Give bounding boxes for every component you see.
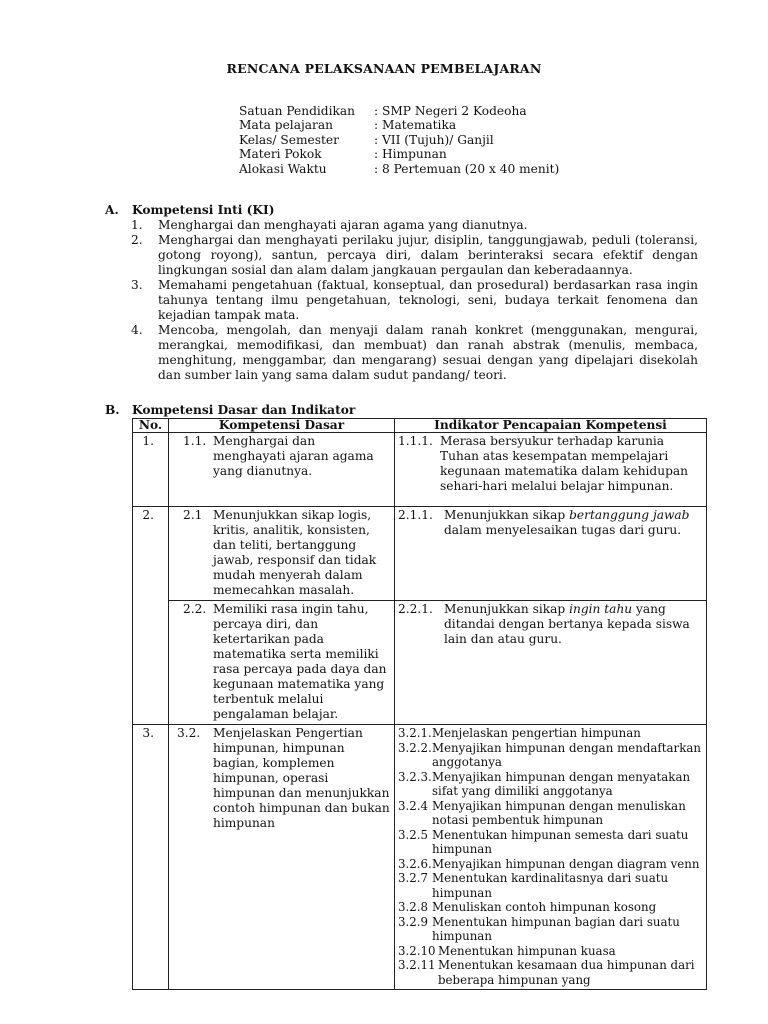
indicator-number: 1.1.1. bbox=[398, 434, 433, 448]
kd-cell bbox=[169, 433, 395, 507]
meta-value: : 8 Pertemuan (20 x 40 menit) bbox=[374, 161, 560, 176]
meta-label: Kelas/ Semester bbox=[239, 132, 339, 147]
kd-number: 2.2. bbox=[183, 602, 207, 616]
indicator-text: Menentukan himpunan semesta dari suatu himpunan bbox=[432, 827, 689, 856]
section-title: Kompetensi Dasar dan Indikator bbox=[132, 403, 356, 417]
indicator-number: 3.2.5 bbox=[398, 827, 429, 842]
header-kompetensi-dasar: Kompetensi Dasar bbox=[169, 419, 395, 433]
ki-text: Menghargai dan menghayati perilaku jujur, disiplin, tanggungjawab, peduli (toleransi, gotong royong), santun, percaya diri, dalam berinteraksi secara efektif dengan lingkungan sosial dan alam dalam jangkauan pergaulan dan keberadaannya. bbox=[158, 233, 698, 277]
indicator-text: Menyajikan himpunan dengan menuliskan notasi pembentuk himpunan bbox=[432, 798, 686, 827]
indicator-number: 3.2.8 bbox=[398, 900, 429, 914]
indicator-number: 3.2.3. bbox=[398, 769, 432, 784]
indicator-item bbox=[398, 857, 703, 872]
kd-text: Memiliki rasa ingin tahu, percaya diri, dan ketertarikan pada matematika serta memiliki rasa percaya pada daya dan kegunaan matematika yang terbentuk melalui pengalaman belajar. bbox=[213, 602, 387, 721]
indicator-text: Menuliskan contoh himpunan kosong bbox=[432, 900, 657, 914]
indicator-number: 3.2.2. bbox=[398, 740, 432, 755]
section-title: Kompetensi Inti (KI) bbox=[132, 203, 275, 217]
kd-text: Menunjukkan sikap logis, kritis, analitik, konsisten, dan teliti, bertanggung jawab, responsif dan tidak mudah menyerah dalam memecahkan masalah. bbox=[213, 508, 377, 597]
ki-text: Memahami pengetahuan (faktual, konseptual, dan prosedural) berdasarkan rasa ingin tahunya tentang ilmu pengetahuan, teknologi, seni, budaya terkait fenomena dan kejadian tampak mata. bbox=[158, 278, 698, 322]
ki-number: 1. bbox=[131, 218, 143, 232]
indicator-item bbox=[398, 741, 703, 770]
ki-item bbox=[131, 323, 698, 383]
indicator-item bbox=[398, 828, 703, 857]
meta-value: : Himpunan bbox=[374, 147, 447, 162]
indicator-text-part: yang ditandai dengan bertanya kepada siswa lain dan atau guru. bbox=[444, 602, 690, 646]
indicator-text: Menentukan kardinalitasnya dari suatu himpunan bbox=[432, 871, 669, 900]
kd-number: 1.1. bbox=[183, 434, 207, 448]
document-title: RENCANA PELAKSANAAN PEMBELAJARAN bbox=[226, 61, 542, 76]
indicator-emphasis: ingin tahu bbox=[569, 602, 633, 616]
kd-text: Menghargai dan menghayati ajaran agama yang dianutnya. bbox=[213, 434, 374, 478]
ki-number: 3. bbox=[131, 278, 143, 292]
indicator-number: 3.2.4 bbox=[398, 798, 429, 813]
section-letter: A. bbox=[105, 203, 119, 217]
indicator-text-part: Menunjukkan sikap bbox=[444, 508, 570, 522]
indicator-item bbox=[398, 958, 703, 987]
indicator-cell bbox=[395, 725, 707, 990]
indicator-cell bbox=[395, 601, 707, 725]
meta-row bbox=[239, 147, 559, 161]
table-row bbox=[133, 601, 707, 725]
meta-row bbox=[239, 133, 559, 147]
indicator-text bbox=[444, 602, 703, 647]
kd-text: Menjelaskan Pengertian himpunan, himpunan bagian, komplemen himpunan, operasi himpunan dan menunjukkan contoh himpunan dan bukan himpunan bbox=[213, 726, 390, 830]
indicator-text-part: Menunjukkan sikap bbox=[444, 602, 570, 616]
indicator-emphasis: bertanggung jawab bbox=[569, 508, 690, 522]
indicator-number: 2.1.1. bbox=[398, 508, 433, 522]
indicator-number: 3.2.11 bbox=[398, 958, 436, 972]
row-number: 2. bbox=[133, 507, 169, 725]
kd-number: 2.1 bbox=[183, 508, 203, 522]
meta-value: : VII (Tujuh)/ Ganjil bbox=[374, 132, 494, 147]
ki-text: Menghargai dan menghayati ajaran agama yang dianutnya. bbox=[158, 218, 528, 232]
indicator-text: Merasa bersyukur terhadap karunia Tuhan atas kesempatan mempelajari kegunaan matematika dalam kehidupan sehari-hari melalui belajar himpunan. bbox=[440, 434, 689, 493]
indicator-cell bbox=[395, 433, 707, 507]
indicator-text: Menentukan kesamaan dua himpunan dari beberapa himpunan yang bbox=[438, 958, 695, 987]
indicator-item bbox=[398, 900, 703, 915]
table-row bbox=[133, 507, 707, 601]
indicator-number: 2.2.1. bbox=[398, 602, 433, 616]
header-no: No. bbox=[133, 419, 169, 433]
meta-label: Alokasi Waktu bbox=[239, 161, 327, 176]
kd-cell bbox=[169, 725, 395, 990]
section-letter: B. bbox=[105, 403, 120, 417]
indicator-item bbox=[398, 799, 703, 828]
indicator-item bbox=[398, 915, 703, 944]
section-b-heading bbox=[105, 403, 355, 418]
kd-number: 3.2. bbox=[177, 726, 201, 740]
indicator-item bbox=[398, 770, 703, 799]
table-row bbox=[133, 725, 707, 990]
indicator-cell bbox=[395, 507, 707, 601]
meta-label: Mata pelajaran bbox=[239, 118, 333, 133]
meta-row bbox=[239, 162, 559, 176]
indicator-number: 3.2.1. bbox=[398, 726, 432, 740]
indicator-text: Menyajikan himpunan dengan diagram venn bbox=[432, 856, 700, 871]
meta-row bbox=[239, 118, 559, 132]
meta-label: Materi Pokok bbox=[239, 147, 322, 162]
ki-list bbox=[131, 218, 698, 383]
row-number: 3. bbox=[133, 725, 169, 990]
indicator-item bbox=[398, 871, 703, 900]
ki-item bbox=[131, 278, 698, 323]
ki-number: 2. bbox=[131, 233, 143, 247]
indicator-item bbox=[398, 726, 703, 741]
section-a-heading bbox=[105, 203, 275, 218]
ki-item bbox=[131, 218, 698, 233]
meta-value: : Matematika bbox=[374, 118, 457, 133]
row-number: 1. bbox=[133, 433, 169, 507]
indicator-text: Menjelaskan pengertian himpunan bbox=[432, 726, 641, 740]
meta-value: : SMP Negeri 2 Kodeoha bbox=[374, 104, 527, 118]
header-indikator: Indikator Pencapaian Kompetensi bbox=[395, 419, 707, 433]
ki-item bbox=[131, 233, 698, 278]
indicator-text-part: dalam menyelesaikan tugas dari guru. bbox=[444, 523, 682, 537]
meta-row bbox=[239, 104, 559, 118]
table-row bbox=[133, 433, 707, 507]
indicator-text: Menyajikan himpunan dengan menyatakan sifat yang dimiliki anggotanya bbox=[432, 769, 691, 798]
competency-table bbox=[132, 418, 707, 990]
meta-label: Satuan Pendidikan bbox=[239, 104, 355, 118]
kd-cell bbox=[169, 601, 395, 725]
ki-text: Mencoba, mengolah, dan menyaji dalam ranah konkret (menggunakan, mengurai, merangkai, memodifikasi, dan membuat) dan ranah abstrak (menulis, membaca, menghitung, menggambar, dan mengarang) sesuai dengan yang dipelajari disekolah dan sumber lain yang sama dalam sudut pandang/ teori. bbox=[158, 323, 698, 382]
indicator-text bbox=[444, 508, 703, 538]
table-header-row bbox=[133, 419, 707, 433]
indicator-text: Menentukan himpunan kuasa bbox=[438, 943, 616, 958]
indicator-item bbox=[398, 944, 703, 959]
identity-block bbox=[239, 104, 559, 176]
indicator-text: Menentukan himpunan bagian dari suatu himpunan bbox=[432, 914, 680, 943]
indicator-number: 3.2.10 bbox=[398, 943, 436, 958]
indicator-number: 3.2.9 bbox=[398, 914, 429, 929]
indicator-number: 3.2.6. bbox=[398, 856, 432, 871]
kd-cell bbox=[169, 507, 395, 601]
indicator-text: Menyajikan himpunan dengan mendaftarkan anggotanya bbox=[432, 740, 701, 769]
ki-number: 4. bbox=[131, 323, 143, 337]
indicator-number: 3.2.7 bbox=[398, 871, 429, 885]
